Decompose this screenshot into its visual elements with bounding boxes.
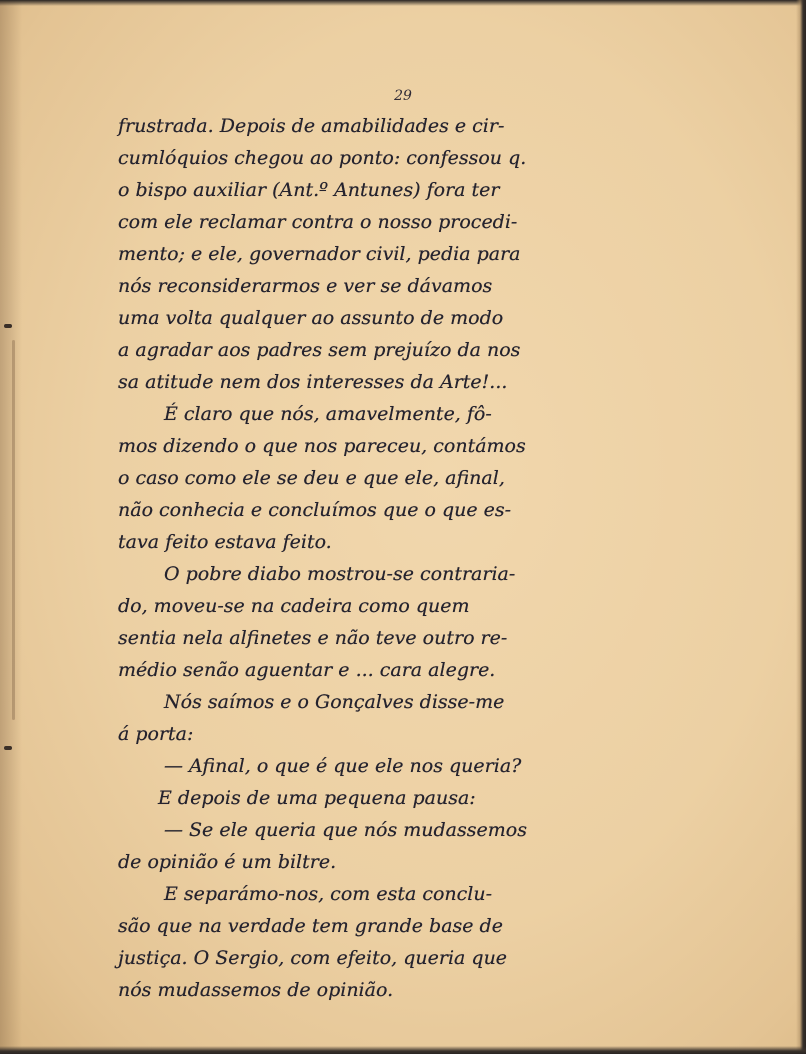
page-edge-right — [796, 0, 806, 1054]
text-line: o caso como ele se deu e que ele, afinal, — [118, 467, 505, 489]
text-line: médio senão aguentar e ... cara alegre. — [118, 659, 496, 681]
text-line: — Se ele queria que nós mudassemos — [164, 819, 527, 841]
text-line: sentia nela alfinetes e não teve outro re- — [118, 627, 508, 649]
text-line: uma volta qualquer ao assunto de modo — [118, 307, 504, 329]
binding-mark-top — [4, 324, 12, 328]
text-line: tava feito estava feito. — [118, 531, 332, 553]
text-line: nós reconsiderarmos e ver se dávamos — [118, 275, 493, 297]
text-line: são que na verdade tem grande base de — [118, 915, 503, 937]
text-line: com ele reclamar contra o nosso procedi- — [118, 211, 518, 233]
text-line: a agradar aos padres sem prejuízo da nos — [118, 339, 521, 361]
text-line: E separámo-nos, com esta conclu- — [164, 883, 493, 905]
text-line: — Afinal, o que é que ele nos queria? — [164, 755, 522, 777]
handwritten-text-block — [118, 110, 598, 1006]
text-line: É claro que nós, amavelmente, fô- — [164, 403, 492, 425]
text-line: mos dizendo o que nos pareceu, contámos — [118, 435, 526, 457]
text-line: mento; e ele, governador civil, pedia para — [118, 243, 521, 265]
text-line: não conhecia e concluímos que o que es- — [118, 499, 512, 521]
page-fold-line — [12, 340, 15, 720]
text-line: cumlóquios chegou ao ponto: confessou q. — [118, 147, 527, 169]
text-line: nós mudassemos de opinião. — [118, 979, 394, 1001]
text-line: O pobre diabo mostrou-se contraria- — [164, 563, 516, 585]
page-edge-top — [0, 0, 806, 6]
page-edge-bottom — [0, 1046, 806, 1054]
binding-gutter — [0, 0, 22, 1054]
text-line: do, moveu-se na cadeira como quem — [118, 595, 470, 617]
text-line: á porta: — [118, 723, 194, 745]
text-line: o bispo auxiliar (Ant.º Antunes) fora ter — [118, 179, 500, 201]
text-line: sa atitude nem dos interesses da Arte!... — [118, 371, 508, 393]
text-line: E depois de uma pequena pausa: — [158, 787, 476, 809]
page-number: 29 — [394, 88, 412, 104]
text-line: Nós saímos e o Gonçalves disse-me — [164, 691, 505, 713]
text-line: frustrada. Depois de amabilidades e cir- — [118, 115, 505, 137]
text-line: de opinião é um biltre. — [118, 851, 337, 873]
binding-mark-bottom — [4, 746, 12, 750]
text-line: justiça. O Sergio, com efeito, queria que — [118, 947, 508, 969]
